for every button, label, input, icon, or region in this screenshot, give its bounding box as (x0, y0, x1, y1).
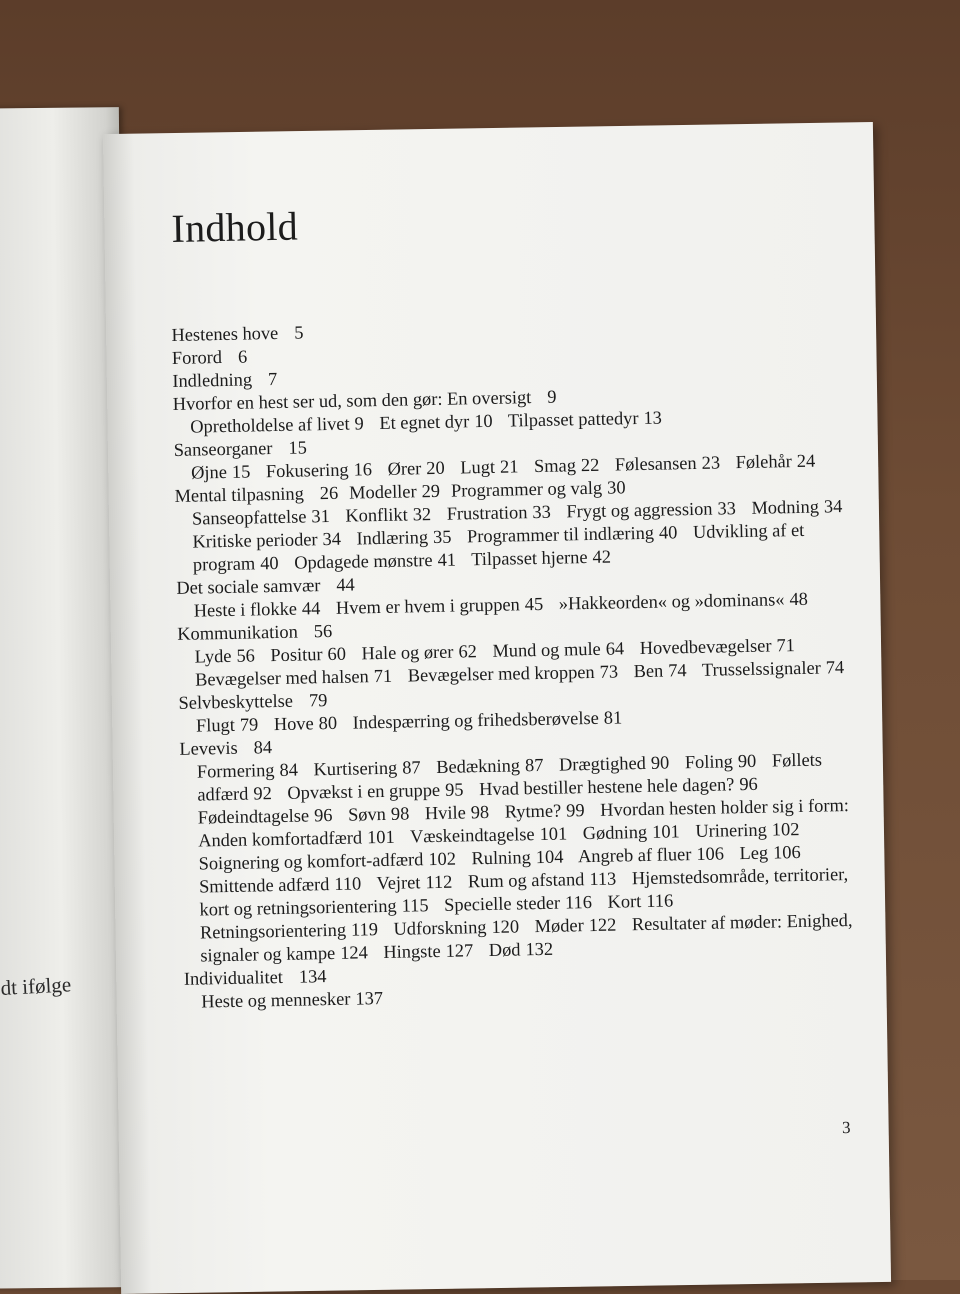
entry-title: Følehår (735, 451, 793, 473)
entry-page-number: 34 (322, 528, 342, 550)
entry-title: Frygt og aggression (566, 498, 713, 522)
toc-entry (345, 504, 431, 526)
entry-page-number: 30 (606, 477, 626, 498)
entry-title: Heste og mennesker (201, 988, 351, 1012)
chapter-title: Indledning (172, 369, 253, 391)
entry-title: Drægtighed (558, 752, 647, 775)
entry-title: Tilpasset pattedyr (507, 408, 639, 431)
entry-page-number: 16 (353, 459, 373, 480)
entry-title: Rulning (471, 847, 532, 869)
entry-title: Bedækning (436, 755, 521, 777)
entry-title: Hingste (383, 940, 441, 963)
entry-title: Positur (270, 644, 323, 666)
toc-entry (534, 455, 600, 476)
toc-entry (479, 774, 758, 799)
entry-title: Udforskning (393, 917, 487, 939)
toc-entry (192, 529, 341, 552)
entry-page-number: 102 (428, 848, 457, 870)
entry-page-number: 34 (823, 496, 843, 517)
toc-entry (600, 795, 849, 820)
entry-title: Opdagede mønstre (294, 550, 433, 573)
entry-page-number: 79 (239, 714, 259, 735)
entry-title: Frustration (446, 502, 528, 524)
entry-title: Tilpasset hjerne (471, 547, 588, 570)
entry-title: Indlæring (356, 527, 429, 549)
entry-page-number: 33 (717, 498, 737, 519)
entry-title: Specielle steder (443, 892, 561, 915)
entry-title: Føllets adfærd (197, 749, 823, 805)
entry-title: Hove (273, 713, 314, 735)
chapter-page-number: 84 (253, 737, 273, 758)
entry-title: Hjemstedsområde, territorier, kort og retningsorientering (199, 864, 849, 920)
toc-entry (451, 477, 626, 500)
toc-entry (444, 892, 592, 915)
entry-page-number: 104 (535, 846, 564, 868)
entry-page-number: 71 (373, 665, 393, 687)
entry-page-number: 124 (340, 942, 368, 963)
chapter-title: Selvbeskyttelse (178, 690, 294, 713)
toc-entry (566, 498, 736, 521)
entry-page-number: 101 (366, 826, 395, 848)
entry-page-number: 31 (311, 505, 330, 527)
chapter-page-number: 5 (294, 322, 304, 343)
entry-title: Ben (633, 660, 664, 682)
toc-entry (313, 757, 421, 779)
entry-page-number: 10 (474, 410, 493, 432)
toc-entry (190, 413, 364, 436)
entry-title: Bevægelser med halsen (194, 666, 369, 690)
entry-title: Heste i flokke (193, 598, 298, 621)
toc-entry (583, 821, 680, 843)
toc-entry (352, 707, 622, 732)
entry-page-number: 45 (524, 593, 544, 615)
chapter-title: Kommunikation (177, 621, 298, 644)
toc-entry (294, 550, 456, 573)
entry-page-number: 96 (739, 773, 758, 795)
entry-page-number: 92 (253, 783, 272, 804)
entry-title: Rytme? (504, 800, 562, 822)
toc-entry (199, 873, 362, 896)
toc-entry (287, 779, 463, 802)
toc-entry (195, 666, 392, 690)
entry-page-number: 116 (646, 890, 674, 911)
entry-title: Død (488, 939, 521, 960)
chapter-page-number: 56 (313, 620, 333, 642)
toc-entry (198, 849, 456, 874)
entry-title: Flugt (195, 714, 236, 736)
entry-title: Sanseopfattelse (191, 506, 307, 529)
toc-entry (356, 527, 451, 549)
toc-entry (383, 940, 473, 962)
entry-page-number: 132 (525, 938, 554, 960)
entry-page-number: 106 (696, 843, 725, 864)
page-title: Indhold (171, 203, 299, 251)
entry-page-number: 29 (421, 480, 441, 502)
entry-title: Vejret (376, 872, 421, 894)
entry-title: Møder (534, 915, 584, 937)
entry-page-number: 90 (737, 750, 757, 772)
chapter-title: Det sociale samvær (176, 575, 321, 598)
entry-title: Smittende adfærd (198, 874, 330, 897)
entry-title: Hale og ører (361, 641, 454, 664)
toc-entry (201, 988, 383, 1011)
entry-title: Opretholdelse af livet (190, 413, 350, 437)
entry-title: Foling (684, 751, 734, 773)
entry-page-number: 80 (318, 712, 338, 734)
entry-page-number: 95 (444, 779, 464, 800)
toc-entry (361, 641, 477, 663)
entry-title: Programmer og valg (450, 477, 603, 501)
entry-page-number: 9 (354, 413, 364, 434)
entry-page-number: 74 (668, 660, 687, 681)
entry-title: Hvem er hvem i gruppen (335, 594, 520, 618)
toc-entry (387, 458, 444, 479)
entry-page-number: 40 (260, 552, 279, 574)
entry-page-number: 106 (772, 841, 801, 863)
entry-page-number: 35 (432, 526, 452, 547)
chapter-page-number: 15 (288, 437, 307, 458)
toc-entry (200, 919, 378, 942)
entry-title: Hvordan hesten holder sig i form: (599, 795, 850, 820)
entry-page-number: 84 (279, 759, 299, 780)
toc-entry (336, 594, 544, 618)
entry-title: Hvile (424, 802, 466, 824)
entry-page-number: 22 (580, 454, 600, 476)
entry-title: Ører (387, 458, 422, 479)
toc-entry (274, 713, 338, 734)
chapter-title: Hestenes hove (171, 322, 279, 345)
entry-page-number: 48 (789, 588, 809, 610)
toc-entry (198, 805, 333, 828)
entry-page-number: 62 (458, 641, 478, 662)
entry-title: Mund og mule (492, 638, 601, 661)
chapter-title: Forord (171, 347, 223, 368)
toc-entry (505, 800, 585, 822)
entry-title: Anden komfortadfærd (198, 827, 363, 851)
entry-title: Lyde (194, 645, 232, 667)
entry-page-number: 98 (390, 803, 410, 824)
page-number: 3 (841, 1117, 851, 1138)
toc-entry (348, 804, 410, 825)
toc-entry (559, 753, 670, 775)
entry-page-number: 32 (412, 504, 432, 525)
entry-title: Opvækst i en gruppe (287, 779, 441, 803)
entry-page-number: 15 (231, 461, 251, 482)
entry-page-number: 115 (401, 895, 429, 916)
entry-title: Fødeindtagelse (197, 805, 310, 828)
entry-title: Udvikling af et program (192, 519, 805, 575)
contents-page (169, 192, 874, 1014)
chapter-page-number: 134 (298, 966, 327, 987)
toc-entry (379, 411, 493, 433)
entry-page-number: 102 (771, 819, 800, 840)
entry-title: Kort (607, 891, 642, 912)
entry-page-number: 64 (605, 638, 625, 659)
entry-page-number: 71 (776, 635, 796, 656)
toc-entry (467, 522, 678, 546)
toc-entry (266, 459, 373, 481)
entry-title: »Hakkeorden« og »dominans« (558, 589, 785, 614)
entry-page-number: 60 (327, 643, 347, 665)
toc-entry (471, 547, 611, 570)
entry-page-number: 98 (470, 801, 490, 823)
toc-entry (192, 506, 330, 529)
entry-page-number: 110 (334, 873, 362, 894)
toc-entry (615, 452, 720, 474)
entry-page-number: 23 (701, 452, 721, 473)
entry-title: Hvad bestiller hestene hele dagen? (478, 774, 735, 800)
chapter-page-number: 7 (267, 368, 278, 390)
entry-title: Formering (196, 760, 275, 782)
toc-entry (349, 481, 440, 503)
chapter-page-number: 6 (237, 346, 248, 367)
entry-title: Indespærring og frihedsberøvelse (352, 707, 599, 733)
entry-page-number: 33 (532, 501, 551, 523)
toc-entry (559, 589, 808, 614)
chapter-page-number: 26 (319, 482, 339, 504)
entry-title: Bevægelser med kroppen (407, 661, 595, 686)
entry-title: Soignering og komfort-adfærd (198, 849, 424, 874)
toc-entry (194, 598, 321, 620)
entry-title: Kurtisering (313, 757, 398, 780)
toc-entry (198, 827, 395, 851)
entry-page-number: 99 (566, 800, 585, 821)
entry-title: Lugt (460, 456, 496, 478)
toc-entry (739, 842, 801, 863)
entry-page-number: 127 (445, 940, 474, 961)
toc-subentries (175, 495, 866, 577)
toc-entry (751, 496, 842, 518)
toc-entry (685, 751, 757, 772)
toc-entry (376, 872, 452, 893)
toc-entry (194, 645, 255, 666)
chapter-title: Sanseorganer (173, 438, 273, 460)
entry-title: Programmer til indlæring (466, 522, 655, 547)
entry-page-number: 112 (425, 871, 453, 893)
toc-entry (735, 451, 815, 473)
toc-entry (702, 657, 845, 680)
entry-title: Fokusering (265, 459, 349, 482)
entry-page-number: 101 (651, 821, 680, 842)
chapter-title: Hvorfor en hest ser ud, som den gør: En oversigt (172, 387, 532, 414)
toc-entry (191, 461, 251, 482)
toc-entry (447, 502, 551, 524)
entry-page-number: 24 (796, 450, 816, 471)
toc-entry (410, 823, 568, 846)
toc-entry (270, 644, 346, 665)
toc-entry (578, 843, 724, 866)
entry-page-number: 44 (301, 598, 321, 619)
entry-page-number: 21 (499, 456, 519, 477)
entry-page-number: 73 (599, 661, 619, 682)
entry-title: Resultater af møder: Enighed, signaler og kampe (200, 910, 853, 966)
entry-page-number: 40 (658, 522, 678, 543)
entry-title: Modeller (348, 481, 417, 503)
toc-entry (196, 714, 259, 735)
entry-page-number: 122 (588, 914, 617, 936)
entry-page-number: 90 (650, 752, 670, 773)
toc-entry (436, 755, 544, 777)
entry-title: Konflikt (345, 504, 408, 526)
toc-entry (197, 760, 298, 782)
entry-title: Gødning (582, 821, 648, 844)
toc-entry (695, 819, 799, 841)
toc-entry (534, 915, 616, 937)
toc-entry (408, 661, 619, 685)
entry-title: Retningsorientering (199, 919, 347, 943)
entry-page-number: 42 (592, 546, 612, 567)
entry-page-number: 20 (426, 457, 445, 479)
chapter-title: Individualitet (183, 966, 284, 989)
chapter-page-number: 79 (308, 690, 328, 711)
entry-page-number: 13 (643, 407, 663, 428)
toc-entry (393, 916, 519, 938)
entry-page-number: 56 (236, 645, 256, 666)
entry-title: Følesansen (614, 452, 697, 475)
entry-page-number: 74 (825, 657, 845, 678)
toc-entry (492, 638, 624, 661)
entry-page-number: 41 (437, 549, 457, 570)
entry-title: Søvn (347, 803, 387, 825)
chapter-page-number: 9 (547, 386, 557, 407)
left-page-text-fragment: dt ifølge (0, 972, 72, 1000)
chapter-title: Levevis (179, 737, 238, 759)
entry-title: Trusselssignaler (701, 657, 821, 680)
entry-page-number: 120 (491, 916, 520, 937)
entry-page-number: 101 (539, 823, 568, 844)
toc-entry (607, 890, 673, 911)
entry-title: Smag (533, 455, 577, 477)
entry-page-number: 137 (355, 988, 384, 1009)
toc-entry (508, 408, 662, 431)
entry-title: Hovedbevægelser (639, 635, 772, 659)
toc-entry (489, 939, 554, 960)
entry-title: Angreb af fluer (577, 844, 692, 867)
toc-entry (460, 456, 518, 477)
table-of-contents (171, 311, 874, 1014)
entry-title: Et egnet dyr (379, 411, 470, 433)
entry-page-number: 113 (589, 868, 617, 890)
entry-page-number: 119 (350, 919, 379, 940)
chapter-title: Mental tilpasning (174, 483, 304, 506)
entry-page-number: 116 (564, 892, 593, 913)
entry-page-number: 87 (402, 757, 421, 778)
entry-page-number: 87 (524, 754, 544, 776)
toc-entry (633, 660, 686, 681)
toc-entry (640, 635, 796, 658)
entry-title: Kritiske perioder (192, 529, 318, 552)
entry-title: Øjne (190, 461, 228, 483)
entry-title: Urinering (695, 819, 768, 842)
toc-entry (471, 847, 563, 869)
entry-title: Væskeindtagelse (409, 824, 535, 847)
entry-title: Rum og afstand (467, 869, 585, 892)
entry-page-number: 81 (603, 707, 623, 728)
toc-entry (468, 869, 617, 892)
entry-page-number: 96 (313, 804, 333, 826)
toc-subentries (180, 748, 874, 968)
entry-title: Leg (739, 842, 769, 864)
entry-title: Modning (751, 496, 820, 518)
chapter-page-number: 44 (336, 574, 355, 595)
toc-entry (425, 802, 490, 823)
